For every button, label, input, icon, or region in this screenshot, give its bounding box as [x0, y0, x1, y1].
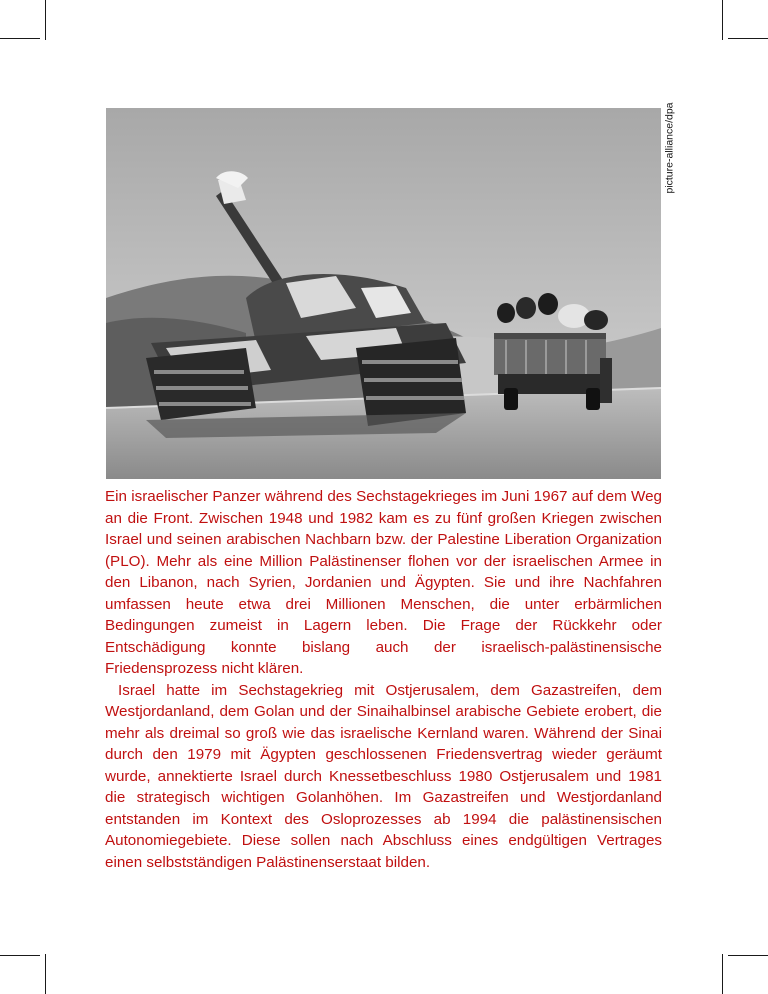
caption-paragraph-2: Israel hatte im Sechstagekrieg mit Ostjerusalem, dem Gazastreifen, dem Westjordanland, dem Golan und der Sinaihalbinsel arabische Gebiete erobert, die mehr als dreimal so groß wie das israelische Kernland waren. Während der Sinai durch den 1979 mit Ägypten geschlossenen Friedensvertrag wieder geräumt wurde, annektierte Israel durch Knessetbeschluss 1980 Ostjerusalem und 1981 die strategisch wichtigen Golanhöhen. Im Gazastreifen und Westjordanland entstanden im Kontext des Osloprozesses ab 1994 die palästinensischen Autonomiegebiete. Diese sollen nach Abschluss eines endgültigen Vertrages einen selbstständigen Palästinenserstaat bilden. [105, 681, 662, 871]
photo-credit-text: picture-alliance/dpa [664, 102, 676, 194]
crop-mark-top-left-vertical [45, 0, 46, 40]
crop-mark-bottom-right-horizontal [728, 955, 768, 956]
historical-photo [106, 108, 661, 479]
photo-caption [105, 486, 662, 873]
caption-paragraph-1: Ein israelischer Panzer während des Sechstagekrieges im Juni 1967 auf dem Weg an die Front. Zwischen 1948 und 1982 kam es zu fünf großen Kriegen zwischen Israel und seinen arabischen Nachbarn bzw. der Palestine Liberation Organization (PLO). Mehr als eine Million Palästinenser flohen vor der israelischen Armee in den Libanon, nach Syrien, Jordanien und Ägypten. Sie und ihre Nachfahren umfassen heute etwa drei Millionen Menschen, die unter erbärmlichen Bedingungen zumeist in Lagern leben. Die Frage der Rückkehr oder Entschädigung konnte bislang auch der israelisch-palästinensische Friedensprozess nicht klären. [105, 488, 662, 677]
crop-mark-top-left-horizontal [0, 38, 40, 39]
crop-mark-bottom-left-vertical [45, 954, 46, 994]
crop-mark-bottom-left-horizontal [0, 955, 40, 956]
crop-mark-top-right-vertical [722, 0, 723, 40]
crop-mark-top-right-horizontal [728, 38, 768, 39]
crop-mark-bottom-right-vertical [722, 954, 723, 994]
truck-figure [494, 293, 612, 410]
photo-credit [662, 102, 678, 194]
